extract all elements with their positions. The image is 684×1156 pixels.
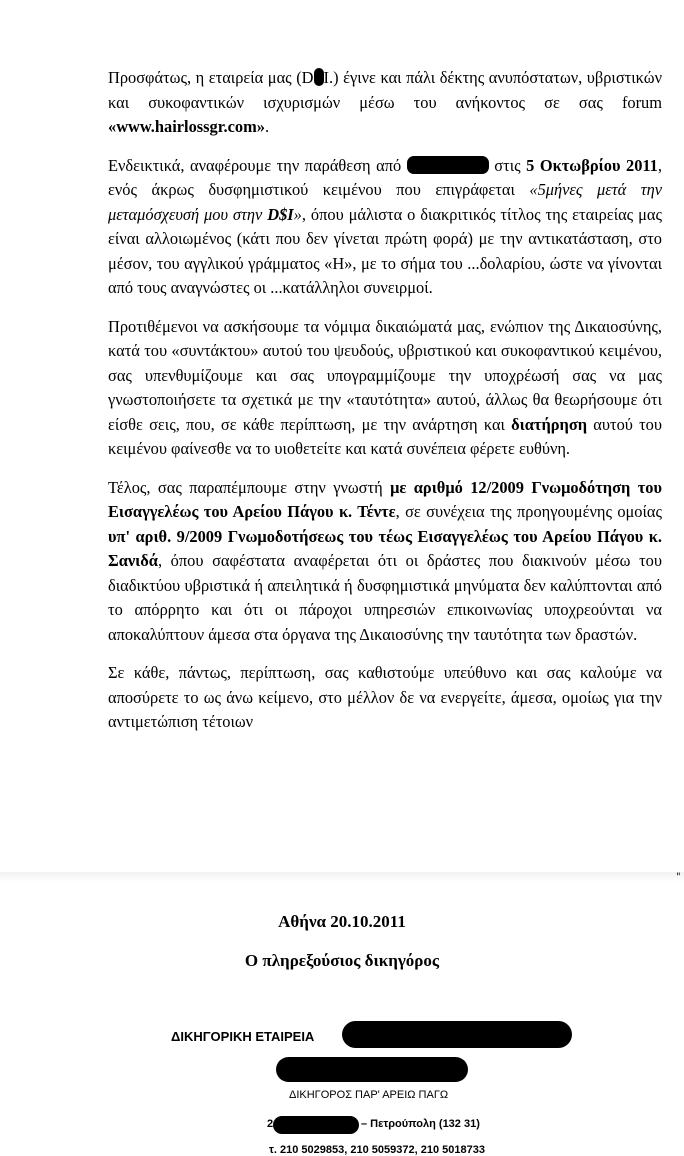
address-area: – Πετρούπολη (132 31) — [361, 1118, 480, 1130]
redacted-street — [273, 1116, 359, 1134]
post-date: 5 Οκτωβρίου 2011 — [526, 155, 658, 175]
paragraph-4: Τέλος, σας παραπέμπουμε στην γνωστή με αριθμό 12/2009 Γνωμοδότηση του Εισαγγελέως του Αρείου Πάγου κ. Τέντε, σε συνέχεια της προηγουμένης ομοίας υπ' αριθ. 9/2009 Γνωμοδοτήσεως του τέως Εισαγγελέως του Αρείου Πάγου κ. Σανιδά, όπου σαφέστατα αναφέρεται ότι οι δράστες που διακινούν μέσω του διαδικτύου υβριστικά ή απειλητικά ή δυσφημιστικά μηνύματα δεν καλύπτονται από το απόρρητο και ότι οι πάροχοι υπηρεσιών επικοινωνίας υποχρεούνται να αποκαλύπτουν άμεσα στα όργανα της Δικαιοσύνης την ταυτότητα των δραστών. — [108, 477, 662, 644]
paragraph-1: Προσφάτως, η εταιρεία μας (D I.) έγινε και πάλι δέκτης ανυπόστατων, υβριστικών και συκοφαντικών ισχυρισμών μέσω του ανήκοντος σε σας forum «www.hairlossgr.com». — [108, 68, 662, 136]
redaction-mark — [314, 68, 324, 86]
redacted-lawyer-name — [276, 1057, 468, 1082]
signer-line: Ο πληρεξούσιος δικηγόρος — [244, 951, 440, 970]
forum-url: «www.hairlossgr.com» — [108, 117, 265, 136]
lawyer-title: ΔΙΚΗΓΟΡΟΣ ΠΑΡ' ΑΡΕΙΩ ΠΑΓΩ — [289, 1089, 449, 1101]
redaction-mark — [407, 156, 489, 174]
address-prefix: 2 — [267, 1118, 274, 1130]
page-break — [0, 872, 684, 882]
letter-body — [108, 66, 662, 872]
date-line: Αθήνα 20.10.2011 — [278, 912, 406, 931]
paragraph-2: Ενδεικτικά, αναφέρουμε την παράθεση από στις 5 Οκτωβρίου 2011, ενός άκρως δυσφημιστικού κειμένου που επιγράφεται «5μήνες μετά την μεταμόσχευσή μου στην D$I», όπου μάλιστα ο διακριτικός τίτλος της εταιρείας μας είναι αλλοιωμένος (κάτι που δεν γίνεται πρώτη φορά) με την αντικατάσταση, στο μέσον, του αγγλικού γράμματος «Η», με το σήμα του ...δολαρίου, ώστε να γίνονται από τους αναγνώστες οι ...κατάλληλοι συνειρμοί. — [108, 155, 662, 297]
paragraph-3: Προτιθέμενοι να ασκήσουμε τα νόμιμα δικαιώματά μας, ενώπιον της Δικαιοσύνης, κατά του «συντάκτου» αυτού του ψευδούς, υβριστικού και συκοφαντικού κειμένου, σας υπενθυμίζουμε και σας υπογραμμίζουμε την υποχρέωσή σας να μας γνωστοποιήσετε τα σχετικά με την «ταυτότητα» αυτού, άλλως θα θεωρήσουμε ότι είσθε σεις, που, σε κάθε περίπτωση, με την ανάρτηση και διατήρηση αυτού του κειμένου φαίνεσθε να το υιοθετείτε και κατά συνέπεια φέρετε ευθύνη. — [108, 316, 662, 458]
paragraph-5: Σε κάθε, πάντως, περίπτωση, σας καθιστούμε υπεύθυνο και σας καλούμε να αποσύρετε το ως άνω κείμενο, στο μέλλον δε να ενεργείτε, άμεσα, ομοίως για την αντιμετώπιση τέτοιων — [108, 663, 662, 731]
firm-name: ΔΙΚΗΓΟΡΙΚΗ ΕΤΑΙΡΕΙΑ — [171, 1029, 315, 1044]
phone-numbers: τ. 210 5029853, 210 5059372, 210 5018733 — [269, 1144, 485, 1156]
redacted-firm-name — [342, 1021, 572, 1048]
page-mark: " — [676, 872, 681, 883]
brand-alteration: D$I — [267, 204, 294, 224]
